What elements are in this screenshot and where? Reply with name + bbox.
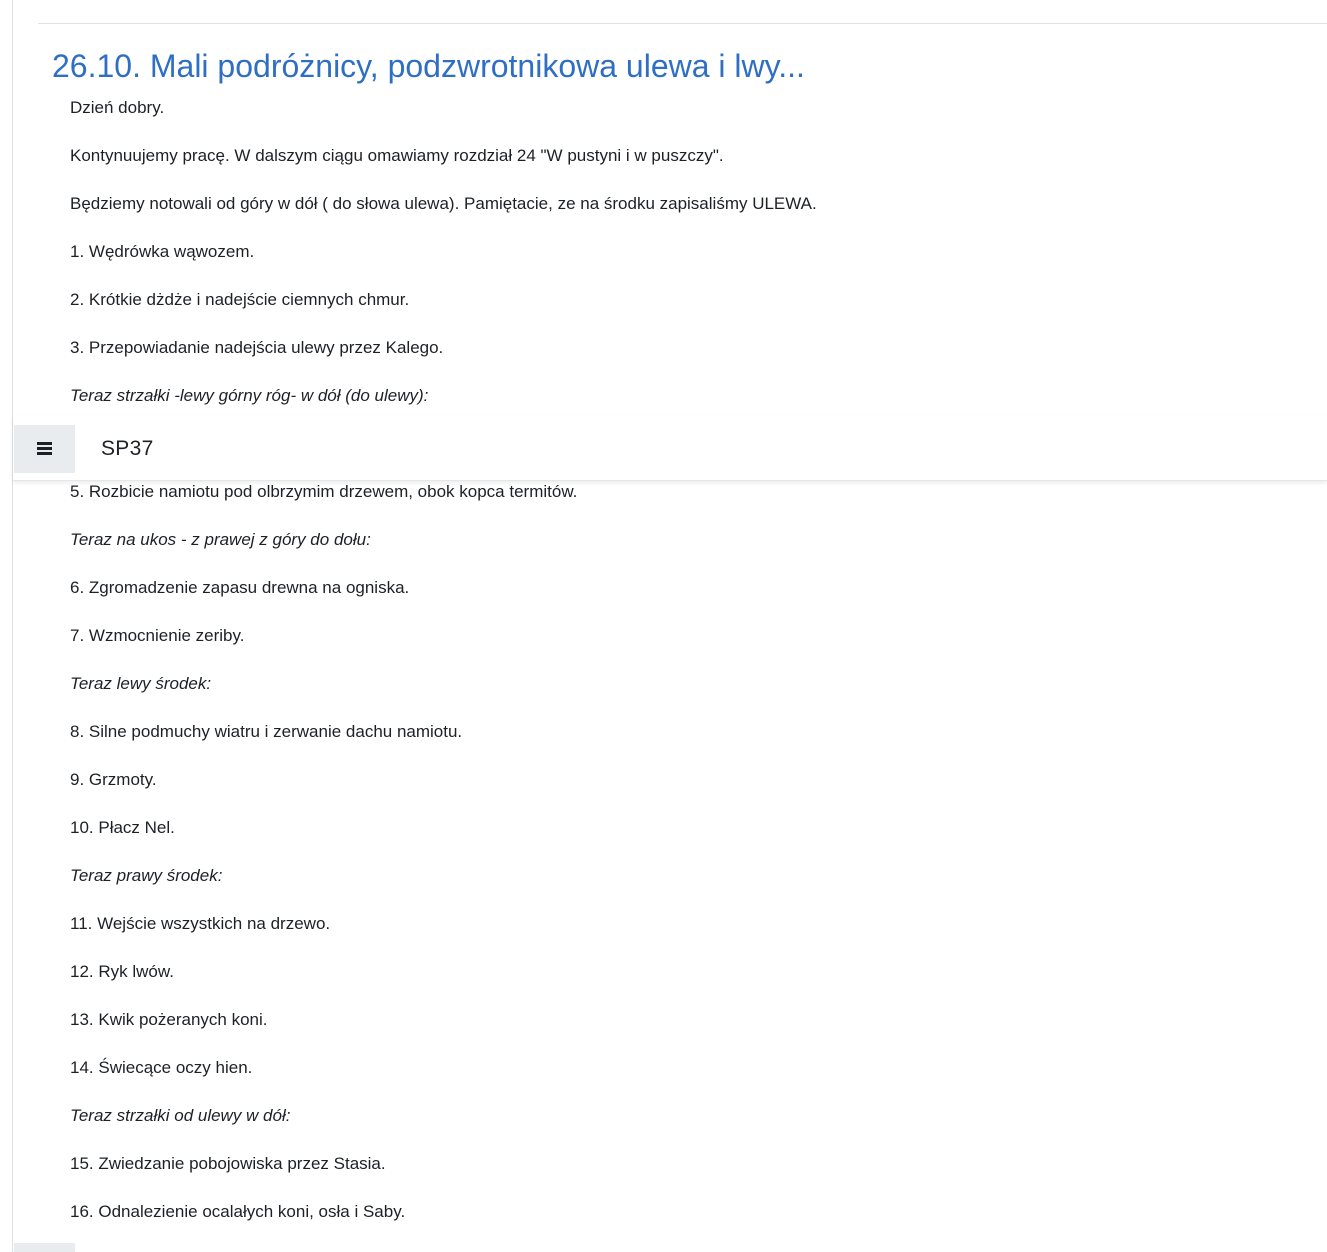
list-item: 2. Krótkie dżdże i nadejście ciemnych chmur. [70, 290, 410, 309]
list-item: 16. Odnalezienie ocalałych koni, osła i Saby. [70, 1202, 406, 1221]
paragraph: Będziemy notowali od góry w dół ( do słowa ulewa). Pamiętacie, ze na środku zapisaliśmy ULEWA. [70, 194, 817, 213]
list-item: 12. Ryk lwów. [70, 962, 174, 981]
list-item: 6. Zgromadzenie zapasu drewna na ogniska. [70, 578, 410, 597]
top-navbar [13, 416, 1327, 481]
list-item: 13. Kwik pożeranych koni. [70, 1010, 268, 1029]
instruction-text: Teraz na ukos - z prawej z góry do dołu: [70, 530, 371, 549]
drawer-edge-divider [12, 0, 13, 1252]
list-item: 15. Zwiedzanie pobojowiska przez Stasia. [70, 1154, 386, 1173]
list-item: 7. Wzmocnienie zeriby. [70, 626, 245, 645]
list-item: 14. Świecące oczy hien. [70, 1058, 253, 1077]
instruction-text: Teraz strzałki od ulewy w dół: [70, 1106, 291, 1125]
scroll-to-top-button[interactable] [14, 1243, 75, 1252]
instruction-text: Teraz strzałki -lewy górny róg- w dół (do ulewy): [70, 386, 429, 405]
instruction-text: Teraz lewy środek: [70, 674, 212, 693]
list-item: 1. Wędrówka wąwozem. [70, 242, 255, 261]
list-item: 11. Wejście wszystkich na drzewo. [70, 914, 331, 933]
drawer-toggle-button[interactable] [14, 425, 75, 473]
list-item: 10. Płacz Nel. [70, 818, 175, 837]
list-item: 8. Silne podmuchy wiatru i zerwanie dachu namiotu. [70, 722, 463, 741]
list-item: 5. Rozbicie namiotu pod olbrzymim drzewem, obok kopca termitów. [70, 482, 578, 501]
paragraph: Kontynuujemy pracę. W dalszym ciągu omawiamy rozdział 24 "W pustyni i w puszczy". [70, 146, 724, 165]
instruction-text: Teraz prawy środek: [70, 866, 223, 885]
hamburger-menu-icon [37, 442, 52, 455]
list-item: 3. Przepowiadanie nadejścia ulewy przez Kalego. [70, 338, 444, 357]
list-item: 9. Grzmoty. [70, 770, 157, 789]
paragraph: Dzień dobry. [70, 98, 165, 117]
site-name-link[interactable]: SP37 [101, 437, 154, 460]
section-title: 26.10. Mali podróżnicy, podzwrotnikowa ulewa i lwy... [52, 48, 805, 84]
section-top-divider [38, 23, 1327, 24]
